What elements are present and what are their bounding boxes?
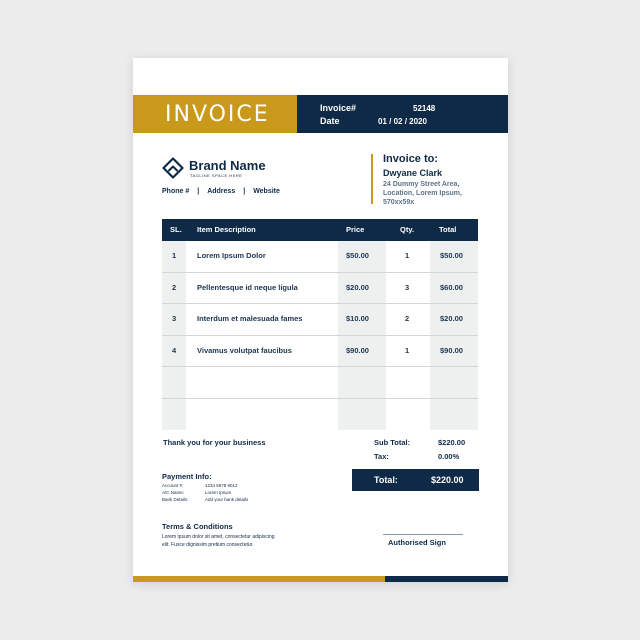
bill-to-address [383, 180, 483, 207]
table-header [162, 219, 478, 241]
invoice-meta-block [297, 95, 508, 133]
terms-line: elit. Fusce dignissim pretium consectetur. [162, 542, 254, 548]
address-line: 570xx59x [383, 199, 415, 206]
row-qty: 3 [405, 282, 410, 292]
bill-to-name: Dwyane Clark [383, 168, 443, 178]
row-price: $20.00 [346, 282, 369, 292]
footer-gold-bar [133, 576, 385, 582]
row-sl: 4 [172, 345, 177, 355]
row-description: Vivamus volutpat faucibus [197, 345, 292, 355]
payment-value: 1234 5678 9012 [205, 483, 238, 488]
row-total: $90.00 [440, 345, 463, 355]
header-sl: SL. [170, 225, 182, 234]
total-value: $220.00 [431, 475, 464, 485]
row-price: $90.00 [346, 345, 369, 355]
row-total: $60.00 [440, 282, 463, 292]
thank-you-note: Thank you for your business [163, 438, 266, 447]
payment-value: Add your bank details [205, 497, 249, 502]
phone-label: Phone # [162, 188, 190, 195]
row-total: $50.00 [440, 251, 463, 260]
row-description: Lorem Ipsum Dolor [197, 251, 266, 260]
subtotal-value: $220.00 [438, 438, 466, 447]
tax-label: Tax: [374, 452, 389, 461]
row-sl: 2 [172, 282, 177, 292]
payment-key: Bank Details: [162, 497, 189, 502]
row-qty: 2 [405, 314, 410, 323]
table-row-empty [162, 399, 478, 431]
brand-logo-icon [162, 157, 184, 179]
bill-to-heading: Invoice to: [383, 153, 439, 165]
terms-heading: Terms & Conditions [162, 522, 233, 531]
row-description: Pellentesque id neque ligula [197, 282, 298, 292]
brand-tagline: TAGLINE SPACE HERE [190, 173, 243, 178]
table-row [162, 336, 478, 368]
invoice-number-value: 52148 [413, 104, 436, 113]
footer-navy-bar [385, 576, 508, 582]
table-row [162, 241, 478, 273]
subtotal-label: Sub Total: [374, 438, 411, 447]
row-total: $20.00 [440, 314, 463, 323]
date-value: 01 / 02 / 2020 [378, 117, 427, 126]
payment-key: A/C Name: [162, 490, 185, 495]
invoice-sheet [133, 58, 508, 582]
total-label: Total: [374, 475, 398, 485]
bill-to-accent-bar [371, 154, 373, 204]
address-line: Location, Lorem Ipsum, [383, 190, 462, 197]
terms-line: Lorem ipsum dolor sit amet, consectetur adipiscing [162, 534, 275, 540]
contact-separator: | [197, 188, 200, 195]
table-row [162, 273, 478, 305]
invoice-title: INVOICE [165, 101, 270, 127]
contact-separator: | [243, 188, 246, 195]
header-price: Price [346, 225, 365, 234]
contact-line [162, 188, 280, 195]
tax-value: 0.00% [438, 452, 460, 461]
row-description: Interdum et malesuada fames [197, 314, 303, 323]
title-block [133, 95, 297, 133]
signature-line [383, 534, 463, 535]
items-table [162, 219, 478, 430]
address-line: 24 Dummy Street Area, [383, 181, 460, 188]
date-label: Date [320, 116, 340, 126]
invoice-number-label: Invoice# [320, 103, 357, 113]
website-label: Website [253, 188, 280, 195]
row-qty: 1 [405, 345, 410, 355]
row-price: $10.00 [346, 314, 369, 323]
header-qty: Qty. [400, 225, 415, 234]
invoice-header [133, 95, 508, 133]
table-row-empty [162, 367, 478, 399]
payment-value: Lorem Ipsum [205, 490, 232, 495]
address-label: Address [207, 188, 236, 195]
header-description: Item Description [197, 225, 256, 234]
row-price: $50.00 [346, 251, 369, 260]
header-total: Total [439, 225, 457, 234]
brand-name: Brand Name [189, 158, 266, 173]
payment-info-heading: Payment Info: [162, 472, 212, 481]
row-sl: 1 [172, 251, 177, 260]
row-sl: 3 [172, 314, 177, 323]
table-row [162, 304, 478, 336]
row-qty: 1 [405, 251, 410, 260]
grand-total-box [352, 469, 479, 491]
payment-key: Account #: [162, 483, 184, 488]
signature-label: Authorised Sign [388, 538, 446, 547]
